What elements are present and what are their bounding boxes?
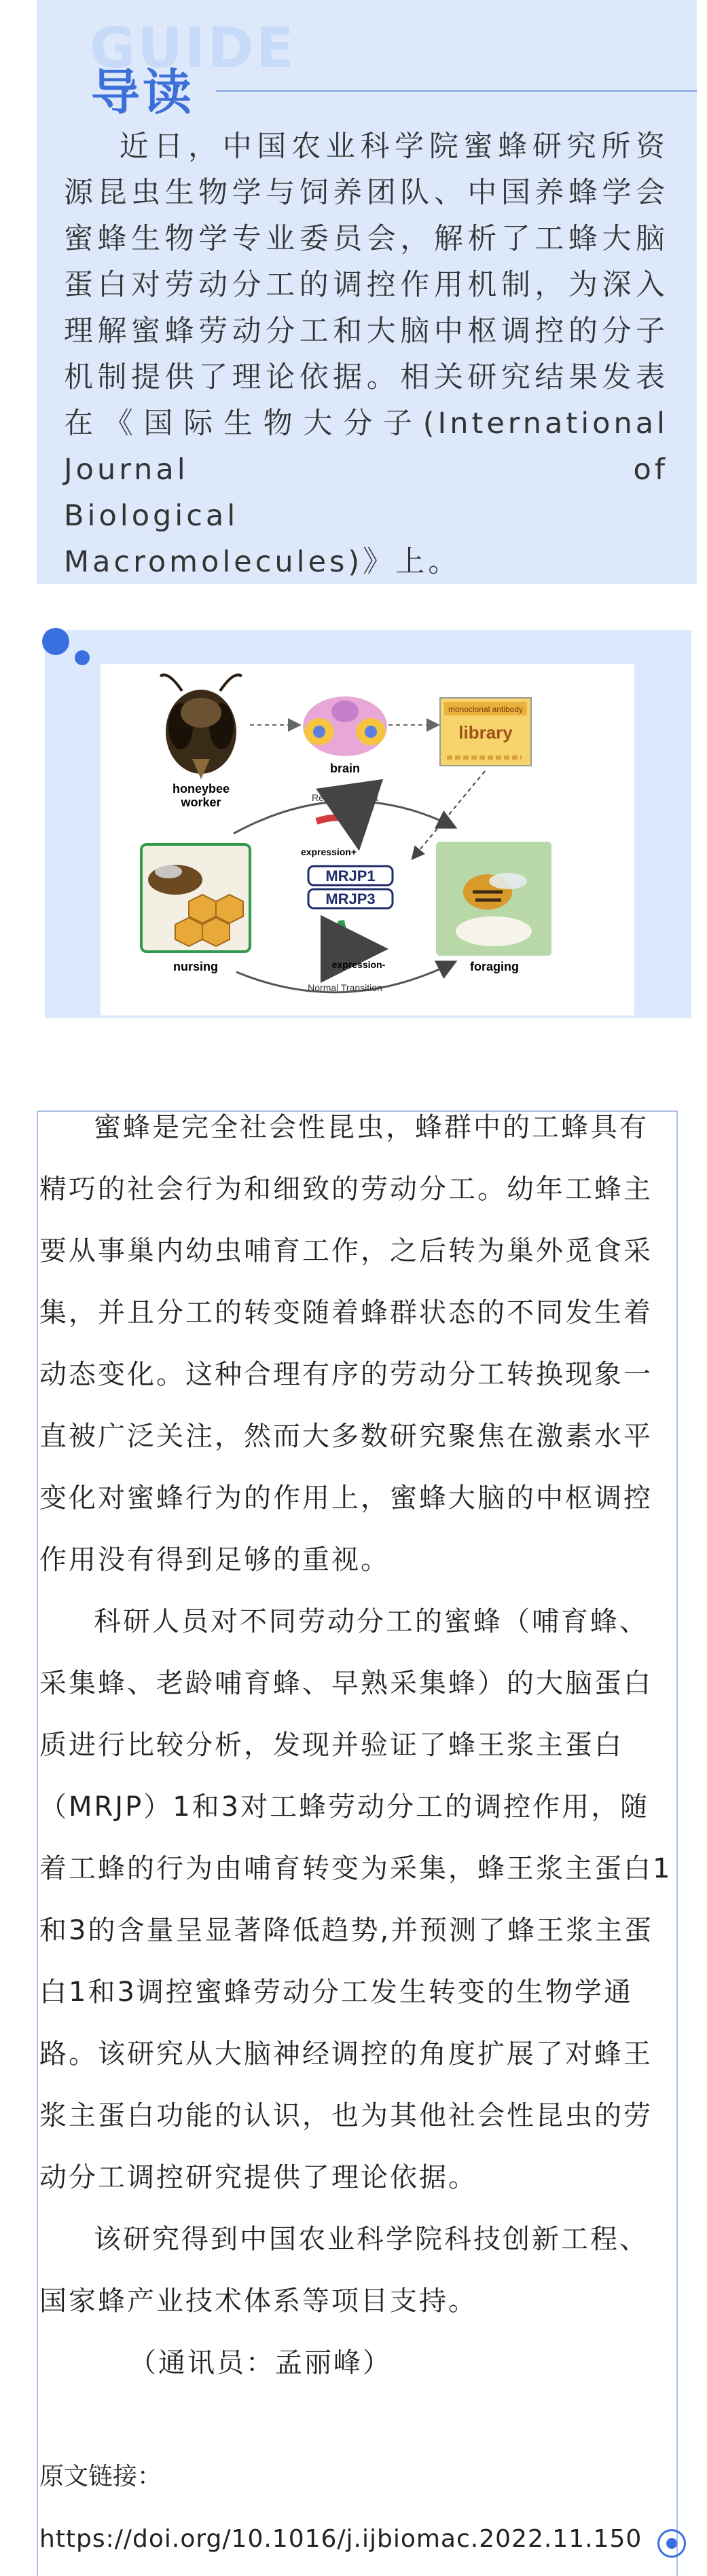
paragraph-3: 该研究得到中国农业科学院科技创新工程、国家蜂产业技术体系等项目支持。 — [39, 2224, 649, 2317]
paragraph-4: （通讯员：孟丽峰） — [129, 2347, 392, 2378]
label-mrjp3: MRJP3 — [325, 891, 376, 908]
label-library: library — [458, 722, 513, 743]
label-brain: brain — [329, 762, 361, 775]
figure-diagram — [101, 664, 634, 1015]
nursing-image — [141, 844, 250, 952]
source-link[interactable]: https://doi.org/10.1016/j.ijbiomac.2022.11.150 — [39, 2525, 642, 2553]
brain-image — [303, 696, 387, 756]
library-top-label: monoclonal antibody — [448, 705, 524, 714]
guide-title-en: GUIDE — [90, 16, 296, 81]
label-expression-minus: expression- — [331, 959, 386, 970]
guide-line: 近日，中国农业科学院蜜蜂研究所资 — [119, 130, 668, 164]
title-divider — [216, 90, 697, 92]
decor-dot — [42, 628, 69, 655]
guide-summary — [64, 124, 668, 585]
label-foraging: foraging — [470, 960, 519, 973]
label-worker: honeybee — [172, 782, 230, 796]
target-icon — [657, 2529, 686, 2558]
library-image — [440, 698, 531, 766]
paragraph-2: 科研人员对不同劳动分工的蜜蜂（哺育蜂、采集蜂、老龄哺育蜂、早熟采集蜂）的大脑蛋白质进行比较分析，发现并验证了蜂王浆主蛋白（MRJP）1和3对工蜂劳动分工的调控作用，随着工蜂的行为由哺育转变为采集，蜂王浆主蛋白1和3的含量呈显著降低趋势,并预测了蜂王浆主蛋白1和3调控蜜蜂劳动分工发生转变的生物学通路。该研究从大脑神经调控的角度扩展了对蜂王浆主蛋白功能的认识，也为其他社会性昆虫的劳动分工调控研究提供了理论依据。 — [39, 1606, 672, 2193]
guide-line: 源昆虫生物学与饲养团队、中国养蜂学会 — [64, 176, 668, 210]
mrjp-diagram — [101, 664, 634, 1015]
decor-dot — [75, 650, 90, 665]
foraging-image — [436, 842, 551, 956]
guide-line: 理解蜜蜂劳动分工和大脑中枢调控的分子 — [64, 314, 668, 348]
label-expression-plus: expression+ — [300, 846, 357, 857]
guide-line: 机制提供了理论依据。相关研究结果发表 — [64, 360, 668, 394]
source-link-label: 原文链接： — [39, 2463, 162, 2490]
guide-line: 在《国际生物大分子(International — [64, 407, 668, 441]
guide-title: 导读 — [91, 64, 195, 121]
label-reversible-shift: Reversible Shift — [311, 792, 379, 803]
paragraph-1: 蜜蜂是完全社会性昆虫，蜂群中的工蜂具有精巧的社会行为和细致的劳动分工。幼年工蜂主要从事巢内幼虫哺育工作，之后转为巢外觅食采集，并且分工的转变随着蜂群状态的不同发生着动态变化。这种合理有序的劳动分工转换现象一直被广泛关注，然而大多数研究聚焦在激素水平变化对蜜蜂行为的作用上，蜜蜂大脑的中枢调控作用没有得到足够的重视。 — [39, 1112, 653, 1575]
bee-head-image — [160, 675, 242, 779]
guide-line: 蛋白对劳动分工的调控作用机制，为深入 — [64, 268, 668, 302]
label-normal-transition: Normal Transition — [308, 982, 382, 993]
guide-line: Journal of Biological — [64, 453, 668, 533]
label-mrjp1: MRJP1 — [325, 867, 376, 884]
guide-line: 蜜蜂生物学专业委员会，解析了工蜂大脑 — [64, 222, 668, 256]
label-nursing: nursing — [173, 960, 218, 973]
label-worker-2: worker — [181, 796, 221, 809]
guide-line: Macromolecules)》上。 — [64, 545, 461, 579]
